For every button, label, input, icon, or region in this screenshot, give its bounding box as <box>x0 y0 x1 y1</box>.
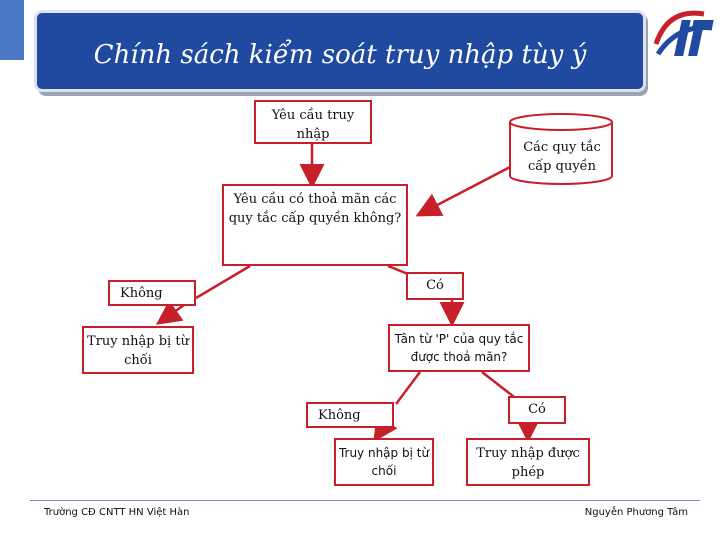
node-no-2: Không <box>306 402 394 428</box>
node-yes-1: Có <box>406 272 464 300</box>
footer-author: Nguyễn Phương Tâm <box>584 507 688 518</box>
node-rules-check: Yêu cầu có thoả mãn các quy tắc cấp quyền không? <box>222 184 408 266</box>
node-authorization-rules: Các quy tắc cấp quyền <box>523 140 601 174</box>
slide-title: Chính sách kiểm soát truy nhập tùy ý <box>93 40 587 70</box>
node-no-1: Không <box>108 280 196 306</box>
node-access-denied-1: Truy nhập bị từ chối <box>82 326 194 374</box>
footer-institution: Trường CĐ CNTT HN Việt Hàn <box>44 507 190 518</box>
node-access-granted: Truy nhập được phép <box>466 438 590 486</box>
node-predicate-check: Tân từ 'P' của quy tắc được thoả mãn? <box>388 324 530 372</box>
footer-divider <box>30 500 700 501</box>
node-access-denied-2: Truy nhập bị từ chối <box>334 438 434 486</box>
node-access-request: Yêu cầu truy nhập <box>254 100 372 144</box>
node-yes-2: Có <box>508 396 566 424</box>
